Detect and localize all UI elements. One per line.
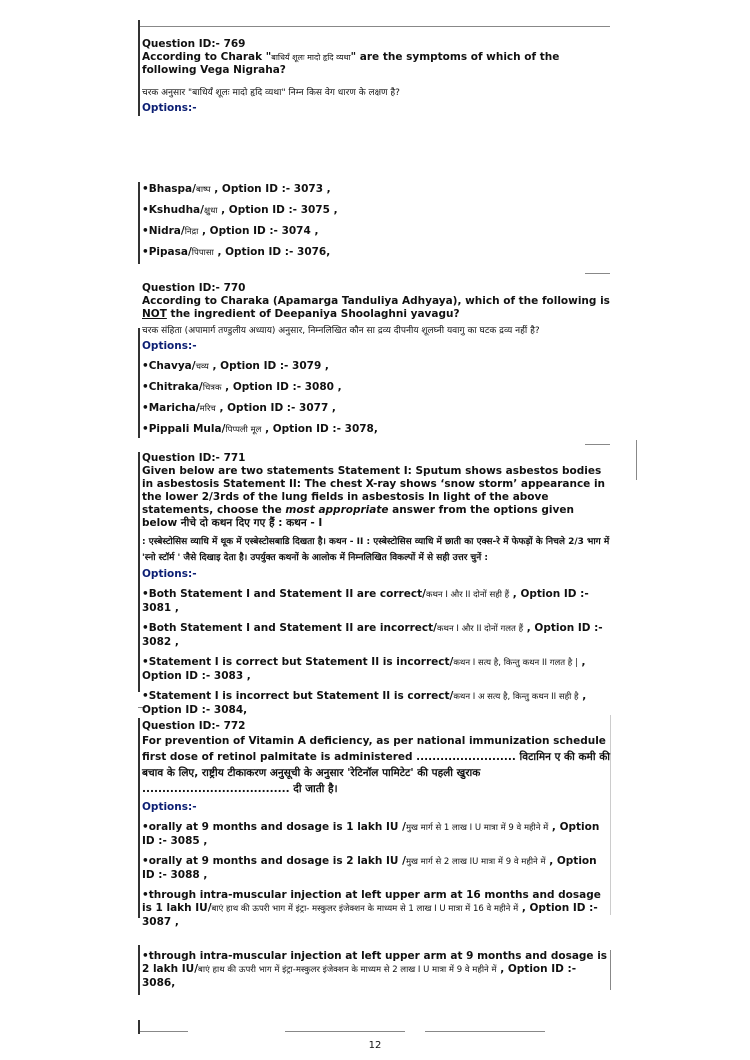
option-en: Pipasa/ [148, 246, 192, 258]
option-id: , Option ID :- 3085 , [142, 821, 600, 847]
option-hi: मुख मार्ग से 1 लाख I U मात्रा में 9 वे महीने में [405, 823, 549, 833]
question-772 [142, 720, 610, 929]
option-id: , Option ID :- 3077 , [215, 402, 336, 414]
option-hi: क्षुधा [203, 206, 218, 216]
bottom-rule [140, 1031, 188, 1032]
option-id: , Option ID :- 3073 , [210, 183, 331, 195]
question-text-part: answer from the options given below नीचे दो कथन दिए गए हैं : कथन - I [142, 504, 574, 529]
option-item: •Pipasa/पिपासा , Option ID :- 3076, [142, 246, 331, 258]
question-text-emphasis: NOT [142, 308, 167, 320]
option-item: •Chavya/चव्य , Option ID :- 3079 , [142, 360, 329, 372]
separator-rule [585, 444, 610, 445]
option-id: , Option ID :- 3082 , [142, 622, 603, 648]
option-hi: कथन I और II दोनों सही हैं [425, 590, 510, 600]
option-item: •Nidra/निद्रा , Option ID :- 3074 , [142, 225, 319, 237]
option-item: •orally at 9 months and dosage is 1 lakh IU /मुख मार्ग से 1 लाख I U मात्रा में 9 वे महीने में , Option ID :- 3085 , [142, 821, 600, 847]
question-text [142, 295, 610, 321]
question-hindi: चरक अनुसार "बाधिर्यं शूलः मादो हृदि व्यथा" निम्न किस वेग धारण के लक्षण है? [142, 88, 400, 98]
question-hindi: : एस्बेस्टोसिस व्याधि में थूक में एस्बेस्टोसबाडि दिखता है। कथन - II : एस्बेस्टोसिस व्याधि में छाती का एक्स-रे में फेफड़ों के निचले 2/3 भाग में 'स्नो स्टॉर्म ' जैसे दिखाइ देता है। उपर्युक्त कथनों के आलोक में निम्नलिखित विकल्पों में से सही उत्तर चुनें : [142, 537, 610, 563]
option-hi: बाएं हाथ की ऊपरी भाग में इंट्रा-मस्कुलर इंजेक्शन के माध्यम से 2 लाख I U मात्रा में 9 वे महीने में [198, 965, 497, 975]
option-hi: पिपासा [191, 248, 214, 258]
option-en: Chitraka/ [148, 381, 203, 393]
option-id: , Option ID :- 3087 , [142, 902, 598, 928]
option-en: Both Statement I and Statement II are incorrect/ [148, 622, 437, 634]
option-item: •Both Statement I and Statement II are incorrect/कथन I और II दोनों गलत हैं , Option ID :- 3082 , [142, 622, 603, 648]
option-item: •through intra-muscular injection at left upper arm at 9 months and dosage is 2 lakh IU/बाएं हाथ की ऊपरी भाग में इंट्रा-मस्कुलर इंजेक्शन के माध्यम से 2 लाख I U मात्रा में 9 वे महीने में , Option ID :- 3086, [142, 950, 608, 989]
option-item: •through intra-muscular injection at left upper arm at 16 months and dosage is 1 lakh IU/बाएं हाथ की ऊपरी भाग में इंट्रा- मस्कुलर इंजेक्शन के माध्यम से 1 लाख I U मात्रा में 16 वे महीने में , Option ID :- 3087 , [142, 889, 601, 928]
question-771 [142, 452, 610, 717]
option-id: , Option ID :- 3076, [213, 246, 331, 258]
option-en: orally at 9 months and dosage is 1 lakh IU / [148, 821, 406, 833]
question-id: Question ID:- 770 [142, 282, 246, 294]
option-hi: मरिच [199, 404, 216, 414]
bottom-rule [425, 1031, 545, 1032]
left-border [138, 945, 140, 995]
option-item: •Statement I is correct but Statement II is incorrect/कथन I सत्य है, किन्तु कथन II गलत है | , Option ID :- 3083 , [142, 656, 586, 682]
option-en: Bhaspa/ [148, 183, 196, 195]
option-en: Both Statement I and Statement II are correct/ [148, 588, 426, 600]
option-item: •Kshudha/क्षुधा , Option ID :- 3075 , [142, 204, 338, 216]
options-label: Options:- [142, 340, 197, 352]
question-text-part: According to Charaka (Apamarga Tanduliya Adhyaya), which of the following is [142, 295, 610, 307]
option-id: , Option ID :- 3088 , [142, 855, 597, 881]
question-769 [142, 38, 610, 115]
bottom-rule [285, 1031, 405, 1032]
option-id: , Option ID :- 3078, [261, 423, 378, 435]
option-item: •Statement I is incorrect but Statement II is correct/कथन I अ सत्य है, किन्तु कथन II सही है , Option ID :- 3084, [142, 690, 587, 716]
separator-rule [585, 273, 610, 274]
option-hi: चित्रक [202, 383, 222, 393]
options-label: Options:- [142, 801, 197, 813]
options-772-continued [142, 950, 610, 990]
option-hi: बाष्प [195, 185, 211, 195]
option-hi: चव्य [195, 362, 209, 372]
question-text: For prevention of Vitamin A deficiency, as per national immunization schedule first dose of retinol palmitate is administered ......................... विटामिन ए की कमी की बचाव के लिए, राष्ट्रीय टीकाकरण अनुसूची के अनुसार 'रेटिनॉल पामिटेट' की पहली खुराक ..................................... दी जाती है। [142, 735, 610, 795]
option-item: •Bhaspa/बाष्प , Option ID :- 3073 , [142, 183, 331, 195]
question-text-part: According to Charak " [142, 51, 272, 63]
left-border [138, 718, 140, 918]
left-border [138, 452, 140, 692]
option-item: •orally at 9 months and dosage is 2 lakh IU /मुख मार्ग से 2 लाख IU मात्रा में 9 वे महीने में , Option ID :- 3088 , [142, 855, 597, 881]
question-text [142, 465, 610, 530]
option-hi: कथन I सत्य है, किन्तु कथन II गलत है | [453, 658, 578, 668]
question-770 [142, 282, 610, 437]
left-border [138, 182, 140, 264]
options-label: Options:- [142, 102, 197, 114]
option-id: , Option ID :- 3083 , [142, 656, 586, 682]
left-border [138, 328, 140, 438]
option-en: through intra-muscular injection at left upper arm at 16 months and dosage is 1 lakh IU/ [142, 889, 601, 914]
option-en: orally at 9 months and dosage is 2 lakh IU / [148, 855, 406, 867]
options-769 [142, 183, 610, 260]
question-id: Question ID:- 772 [142, 720, 246, 732]
question-text-part: Given below are two statements Statement I: Sputum shows asbestos bodies in asbestosis Statement II: The chest X-ray shows ‘snow storm’ appearance in the lower 2/3rds of the lung fields in asbestosis In light of the above statements, choose the [142, 465, 606, 516]
option-hi: बाएं हाथ की ऊपरी भाग में इंट्रा- मस्कुलर इंजेक्शन के माध्यम से 1 लाख I U मात्रा में 16 वे महीने में [211, 904, 519, 914]
option-item: •Chitraka/चित्रक , Option ID :- 3080 , [142, 381, 342, 393]
question-text-hindi-part: बाधिर्यं शूलः मादो हृदि व्यथा [271, 53, 351, 62]
option-en: Kshudha/ [148, 204, 204, 216]
option-hi: कथन I अ सत्य है, किन्तु कथन II सही है [453, 692, 579, 702]
option-item: •Pippali Mula/पिप्पली मूल , Option ID :- 3078, [142, 423, 378, 435]
options-label: Options:- [142, 568, 197, 580]
question-text-part: the ingredient of Deepaniya Shoolaghni yavagu? [166, 308, 460, 320]
option-en: Maricha/ [148, 402, 200, 414]
question-text-part: " are the symptoms of which of the following Vega Nigraha? [142, 51, 560, 76]
side-tick [636, 440, 637, 480]
option-hi: निद्रा [184, 227, 199, 237]
option-en: Statement I is correct but Statement II is incorrect/ [148, 656, 454, 668]
option-item: •Maricha/मरिच , Option ID :- 3077 , [142, 402, 336, 414]
question-text-emphasis: most appropriate [285, 504, 389, 516]
page-number: 12 [368, 1040, 382, 1051]
side-tick [610, 715, 611, 915]
question-id: Question ID:- 769 [142, 38, 246, 50]
option-id: , Option ID :- 3079 , [208, 360, 329, 372]
option-id: , Option ID :- 3086, [142, 963, 577, 989]
left-border [138, 20, 140, 116]
question-id: Question ID:- 771 [142, 452, 246, 464]
option-hi: कथन I और II दोनों गलत हैं [437, 624, 524, 634]
option-id: , Option ID :- 3074 , [198, 225, 319, 237]
option-en: Statement I is incorrect but Statement II is correct/ [148, 690, 454, 702]
option-en: Pippali Mula/ [148, 423, 226, 435]
option-id: , Option ID :- 3081 , [142, 588, 589, 614]
side-tick [610, 950, 611, 990]
option-hi: पिप्पली मूल [225, 425, 262, 435]
option-id: , Option ID :- 3080 , [221, 381, 342, 393]
option-item: •Both Statement I and Statement II are correct/कथन I और II दोनों सही हैं , Option ID :- 3081 , [142, 588, 589, 614]
option-en: Nidra/ [148, 225, 185, 237]
option-en: Chavya/ [148, 360, 196, 372]
top-rule [140, 26, 610, 27]
question-hindi: चरक संहिता (अपामार्ग तण्डुलीय अध्याय) अनुसार, निम्नलिखित कौन सा द्रव्य दीपनीय शूलघ्नी यवागु का घटक द्रव्य नहीं है? [142, 326, 540, 336]
option-id: , Option ID :- 3084, [142, 690, 587, 716]
question-text [142, 51, 610, 77]
option-en: through intra-muscular injection at left upper arm at 9 months and dosage is 2 lakh IU/ [142, 950, 608, 975]
option-id: , Option ID :- 3075 , [217, 204, 338, 216]
option-hi: मुख मार्ग से 2 लाख IU मात्रा में 9 वे महीने में [405, 857, 546, 867]
